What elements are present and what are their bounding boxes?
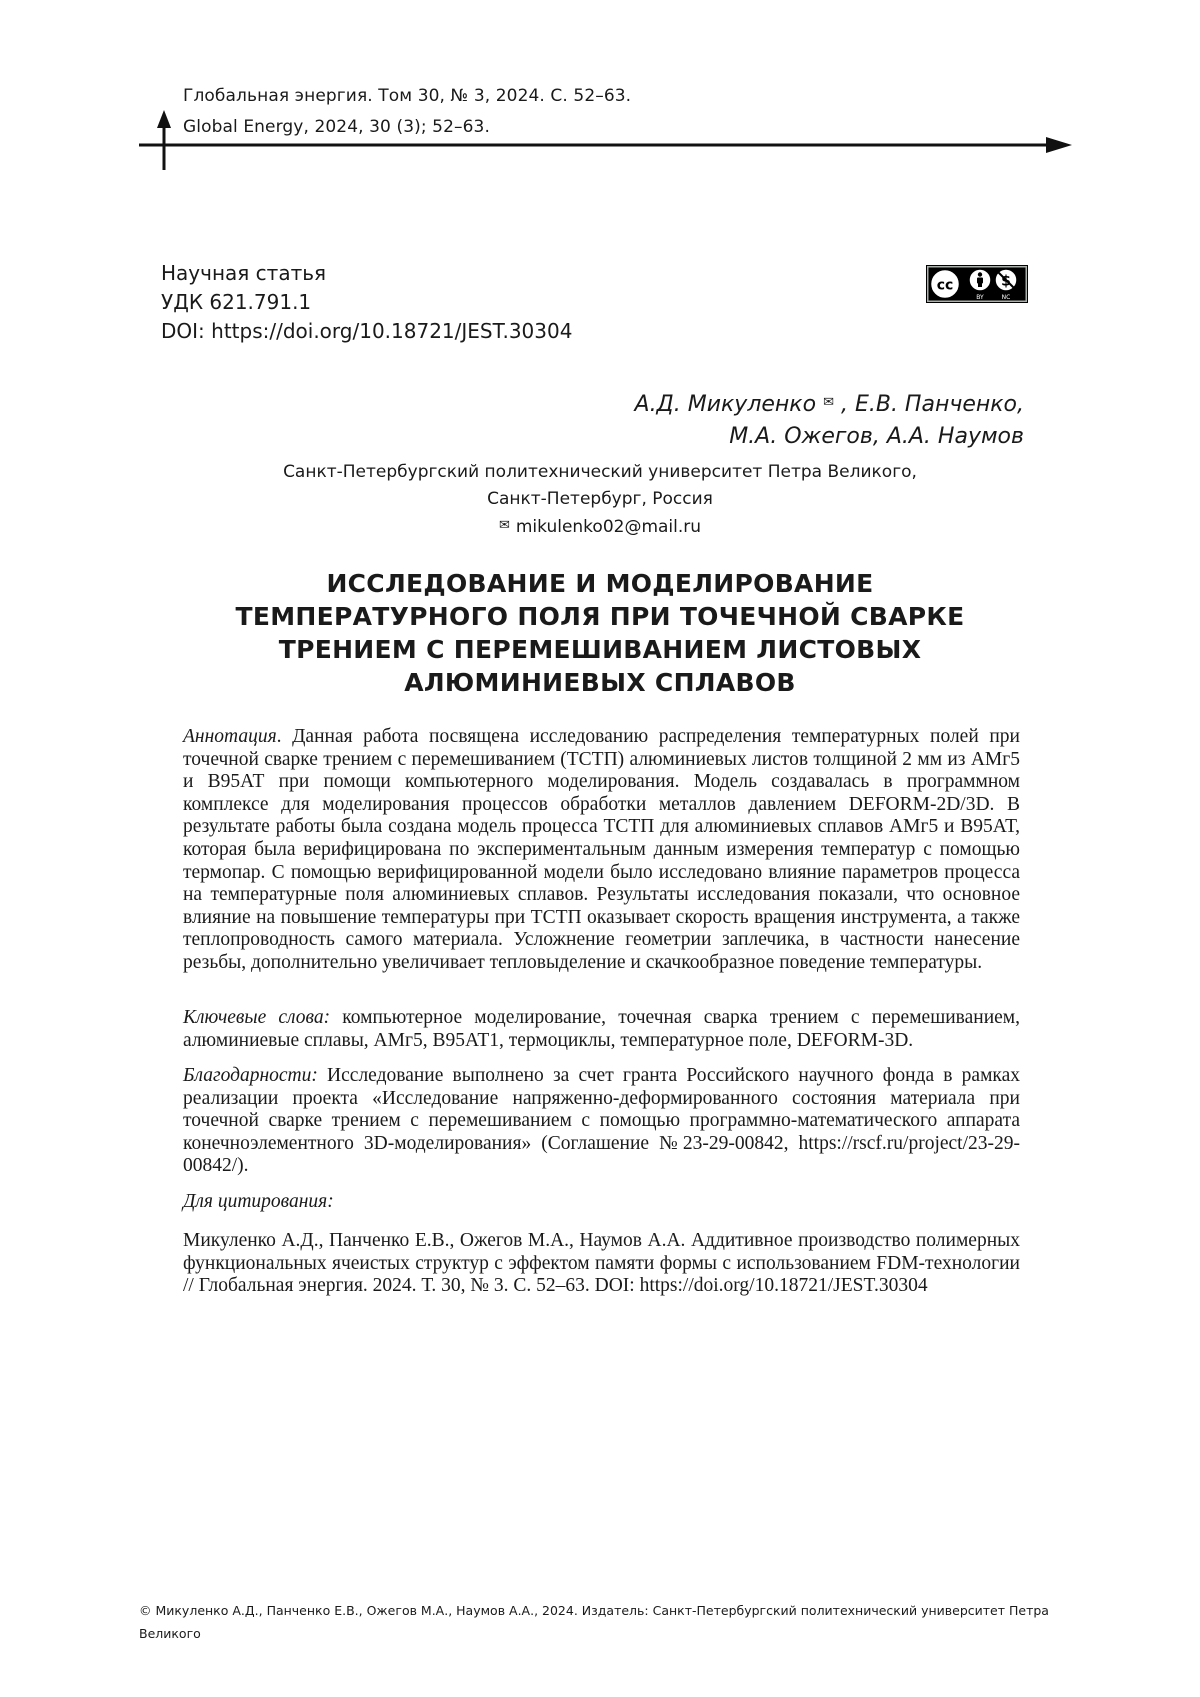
doi-link[interactable]: DOI: https://doi.org/10.18721/JEST.30304 <box>161 317 572 346</box>
horizontal-arrowhead <box>1046 137 1072 153</box>
authors-line-1 <box>635 387 1024 421</box>
article-meta <box>161 259 572 346</box>
acknowledgments-label: Благодарности: <box>183 1065 318 1086</box>
article-title <box>200 567 1000 699</box>
mail-icon: ✉ <box>823 395 834 410</box>
keywords-label: Ключевые слова: <box>183 1007 330 1028</box>
affiliation <box>0 459 1200 513</box>
title-line-2: ТЕМПЕРАТУРНОГО ПОЛЯ ПРИ ТОЧЕЧНОЙ СВАРКЕ <box>200 600 1000 633</box>
nc-label: NC <box>1002 294 1011 301</box>
abstract <box>183 726 1020 975</box>
svg-text:$: $ <box>1001 274 1011 290</box>
title-line-4: АЛЮМИНИЕВЫХ СПЛАВОВ <box>200 666 1000 699</box>
keywords <box>183 1007 1020 1052</box>
corresponding-author: А.Д. Микуленко <box>635 392 817 417</box>
acknowledgments-text: Исследование выполнено за счет гранта Российского научного фонда в рамках реализации проекта «Исследование напряженно-деформированного состояния материала при точечной сварке трением с перемешиванием с помощью программно-математического аппарата конечноэлементного 3D-моделирования» (Соглашение №23-29-00842, https://rscf.ru/project/23-29-00842/). <box>183 1065 1020 1176</box>
article-type: Научная статья <box>161 259 572 288</box>
udk-code: УДК 621.791.1 <box>161 288 572 317</box>
abstract-label: Аннотация <box>183 726 277 747</box>
mail-icon: ✉ <box>499 518 510 533</box>
acknowledgments <box>183 1065 1020 1178</box>
journal-citation-ru: Глобальная энергия. Том 30, № 3, 2024. С. 52–63. <box>183 86 631 106</box>
keywords-text: компьютерное моделирование, точечная сварка трением с перемешиванием, алюминиевые сплавы, АМг5, В95АТ1, термоциклы, температурное поле, DEFORM-3D. <box>183 1007 1020 1051</box>
citation-label: Для цитирования: <box>183 1191 1020 1214</box>
authors-line-2: М.А. Ожегов, А.А. Наумов <box>635 421 1024 453</box>
cc-icon-label: cc <box>937 278 954 294</box>
cc-by-nc-license-badge[interactable] <box>926 265 1028 303</box>
journal-citation-en: Global Energy, 2024, 30 (3); 52–63. <box>183 117 490 137</box>
by-label: BY <box>976 294 984 301</box>
authors-block <box>635 387 1024 453</box>
contact-email <box>0 517 1200 537</box>
citation-text: Микуленко А.Д., Панченко Е.В., Ожегов М.А., Наумов А.А. Аддитивное производство полимерных функциональных ячеистых структур с эффектом памяти формы с использованием FDM-технологии // Глобальная энергия. 2024. Т. 30, № 3. С. 52–63. DOI: https://doi.org/10.18721/JEST.30304 <box>183 1230 1020 1298</box>
title-line-1: ИССЛЕДОВАНИЕ И МОДЕЛИРОВАНИЕ <box>200 567 1000 600</box>
co-author: , Е.В. Панченко, <box>841 392 1024 417</box>
affiliation-line-1: Санкт-Петербургский политехнический университет Петра Великого, <box>0 459 1200 486</box>
title-line-3: ТРЕНИЕМ С ПЕРЕМЕШИВАНИЕМ ЛИСТОВЫХ <box>200 633 1000 666</box>
affiliation-line-2: Санкт-Петербург, Россия <box>0 486 1200 513</box>
email-link[interactable]: mikulenko02@mail.ru <box>516 517 701 537</box>
abstract-text: . Данная работа посвящена исследованию распределения температурных полей при точечной сварке трением с перемешиванием (ТСТП) алюминиевых листов толщиной 2 мм из АМг5 и В95АТ при помощи компьютерного моделирования. Модель создавалась в программном комплексе для моделирования процессов обработки металлов давлением DEFORM-2D/3D. В результате работы была создана модель процесса ТСТП для алюминиевых сплавов АМг5 и В95АТ, которая была верифицирована по экспериментальным данным измерения температур с помощью термопар. С помощью верифицированной модели было исследовано влияние параметров процесса на температурные поля алюминиевых сплавов. Результаты исследования показали, что основное влияние на повышение температуры при ТСТП оказывает скорость вращения инструмента, а также теплопроводность самого материала. Усложнение геометрии заплечика, в частности нанесение резьбы, дополнительно увеличивает тепловыделение и скачкообразное поведение температуры. <box>183 726 1020 973</box>
copyright-footer: © Микуленко А.Д., Панченко Е.В., Ожегов М.А., Наумов А.А., 2024. Издатель: Санкт-Петербургский политехнический университет Петра Великого <box>139 1599 1079 1645</box>
vertical-arrowhead <box>157 110 171 128</box>
